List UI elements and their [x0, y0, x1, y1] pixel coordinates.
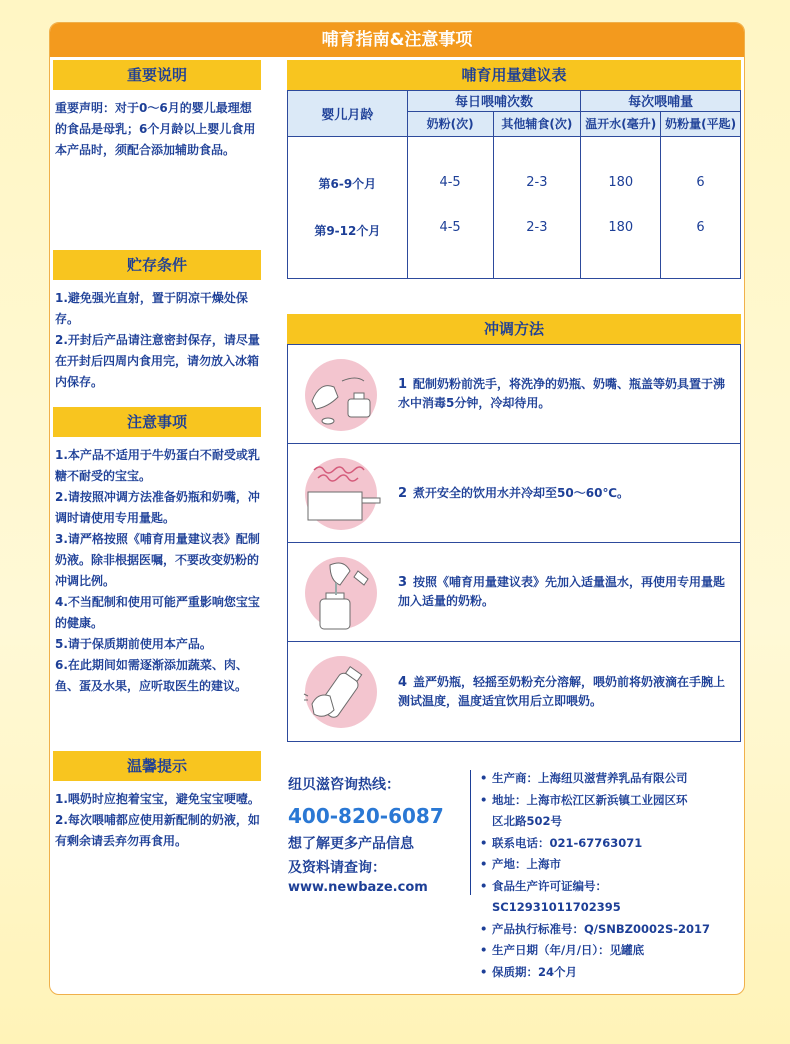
table-title: 哺育用量建议表 [287, 60, 741, 90]
important-title: 重要说明 [53, 60, 261, 90]
divider [470, 770, 471, 895]
info-row: 区北路502号 [492, 814, 563, 828]
note-item: 1.本产品不适用于牛奶蛋白不耐受或乳糖不耐受的宝宝。 [55, 448, 260, 483]
step-text: 3 按照《哺育用量建议表》先加入适量温水，再使用专用量匙加入适量的奶粉。 [398, 575, 726, 608]
tip-item: 1.喂奶时应抱着宝宝，避免宝宝哽噎。 [55, 792, 260, 806]
mixing-step-2 [288, 444, 740, 543]
water-cells: 180 180 [581, 137, 661, 279]
mixing-step-4 [288, 642, 740, 741]
left-column [53, 60, 261, 852]
important-section [53, 60, 261, 220]
mixing-title: 冲调方法 [287, 314, 741, 344]
info-row: • 食品生产许可证编号： [480, 878, 607, 893]
sub-header: 奶粉量(平匙) [661, 111, 741, 136]
tips-section [53, 751, 261, 852]
mixing-step-3 [288, 543, 740, 642]
important-text: 重要声明：对于0～6月的婴儿最理想的食品是母乳；6个月龄以上婴儿食用本产品时，须配合添加辅助食品。 [55, 101, 256, 157]
sub-header: 其他辅食(次) [493, 111, 581, 136]
storage-section [53, 250, 261, 395]
hotline-label: 纽贝滋咨询热线： [288, 777, 400, 793]
page-title: 哺育指南&注意事项 [50, 23, 744, 57]
tip-item: 2.每次喂哺都应使用新配制的奶液，如有剩余请丢弃勿再食用。 [55, 813, 260, 848]
note-item: 4.不当配制和使用可能严重影响您宝宝的健康。 [55, 595, 260, 630]
table-row [288, 137, 741, 279]
pour-water-icon [298, 555, 384, 631]
right-column [287, 60, 741, 742]
milk-cells: 4-5 4-5 [407, 137, 493, 279]
notes-section [53, 407, 261, 747]
storage-item: 2.开封后产品请注意密封保存，请尽量在开封后四周内食用完，请勿放入冰箱内保存。 [55, 333, 260, 389]
scoop-cells: 6 6 [661, 137, 741, 279]
storage-text [53, 280, 261, 395]
note-item: 2.请按照冲调方法准备奶瓶和奶嘴，冲调时请使用专用量匙。 [55, 490, 260, 525]
product-info [480, 768, 742, 983]
info-row: • 生产商：上海纽贝滋营养乳品有限公司 [480, 771, 688, 785]
feeding-table [287, 90, 741, 279]
age-cells: 第6-9个月 第9-12个月 [288, 137, 408, 279]
hotline-block [288, 774, 478, 895]
info-row: • 保质期：24个月 [480, 964, 578, 979]
sub-header: 温开水(毫升) [581, 111, 661, 136]
notes-text [53, 437, 261, 747]
info-row: SC12931011702395 [492, 900, 621, 914]
step-text: 1 配制奶粉前洗手，将洗净的奶瓶、奶嘴、瓶盖等奶具置于沸水中消毒5分钟，冷却待用。 [398, 377, 726, 410]
mixing-step-1 [288, 345, 740, 444]
website-link[interactable]: www.newbaze.com [288, 880, 428, 895]
note-item: 6.在此期间如需逐渐添加蔬菜、肉、鱼、蛋及水果，应听取医生的建议。 [55, 658, 248, 693]
wash-bottle-icon [298, 357, 384, 433]
info-row: • 地址：上海市松江区新浜镇工业园区环 [480, 792, 688, 807]
each-header: 每次喂哺量 [581, 91, 741, 112]
tips-title: 温馨提示 [53, 751, 261, 781]
daily-header: 每日喂哺次数 [407, 91, 581, 112]
other-cells: 2-3 2-3 [493, 137, 581, 279]
step-text: 4 盖严奶瓶，轻摇至奶粉充分溶解，喂奶前将奶液滴在手腕上测试温度，温度适宜饮用后立即喂奶。 [398, 674, 726, 708]
storage-title: 贮存条件 [53, 250, 261, 280]
step-text: 2 煮开安全的饮用水并冷却至50～60℃。 [398, 485, 629, 501]
age-header: 婴儿月龄 [288, 91, 408, 137]
note-item: 5.请于保质期前使用本产品。 [55, 637, 212, 651]
hotline-phone: 400-820-6087 [288, 804, 444, 828]
info-row: • 生产日期（年/月/日）：见罐底 [480, 943, 645, 957]
info-row: • 产品执行标准号：Q/SNBZ0002S-2017 [480, 921, 711, 936]
mixing-steps [287, 344, 741, 742]
more-info: 想了解更多产品信息 及资料请查询： [288, 836, 414, 876]
note-item: 3.请严格按照《哺育用量建议表》配制奶液。除非根据医嘱，不要改变奶粉的冲调比例。 [55, 532, 260, 588]
storage-item: 1.避免强光直射，置于阴凉干燥处保存。 [55, 291, 248, 326]
tips-text [53, 781, 261, 852]
info-row: • 产地：上海市 [480, 857, 561, 871]
sub-header: 奶粉(次) [407, 111, 493, 136]
shake-bottle-icon [298, 654, 384, 730]
info-row: • 联系电话：021-67763071 [480, 835, 643, 850]
notes-title: 注意事项 [53, 407, 261, 437]
boil-water-icon [298, 456, 384, 532]
